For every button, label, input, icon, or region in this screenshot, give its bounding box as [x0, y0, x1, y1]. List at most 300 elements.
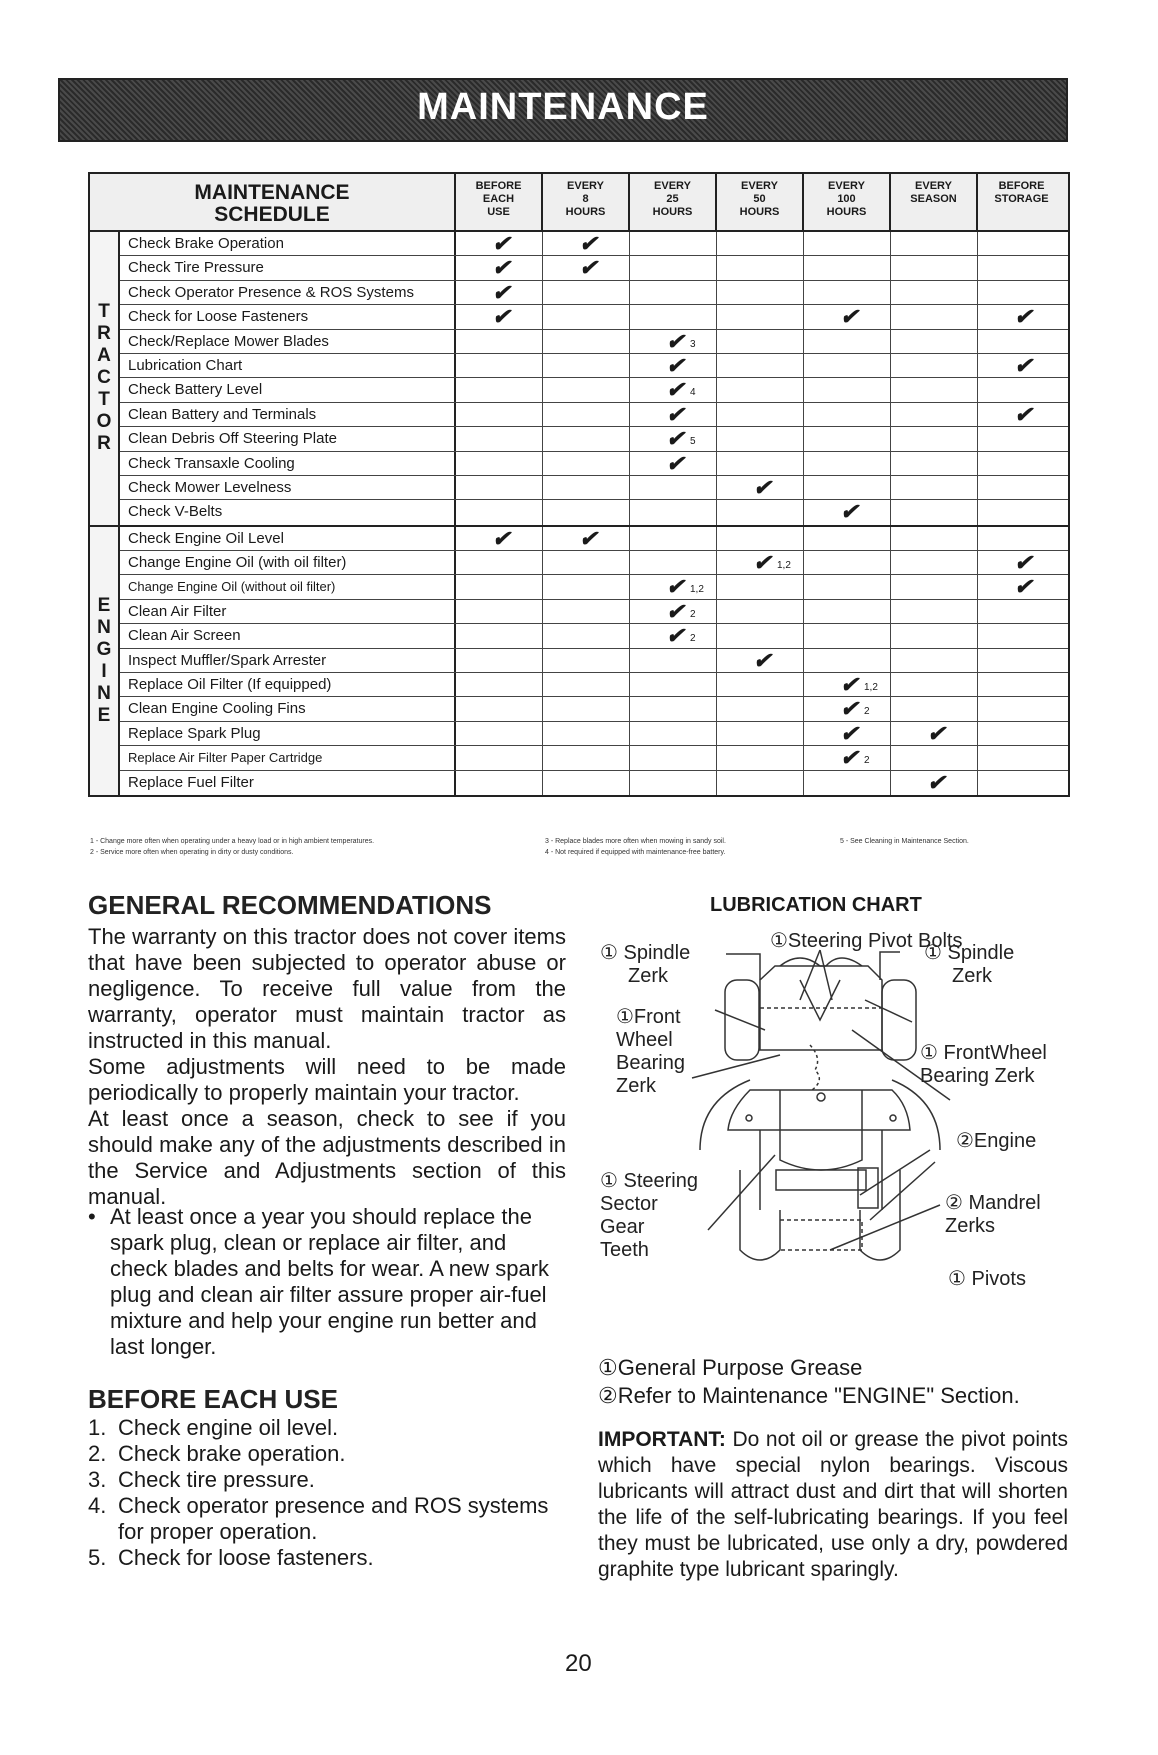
schedule-cell [978, 527, 1065, 550]
schedule-cell [717, 256, 804, 279]
check-mark-icon: ✔ [1014, 550, 1033, 576]
schedule-cell [978, 673, 1065, 696]
schedule-cell [630, 281, 717, 304]
group-letter: N [97, 682, 111, 704]
column-header-line: EACH [482, 193, 515, 205]
schedule-cell [804, 500, 891, 524]
schedule-cell [804, 378, 891, 401]
schedule-row [120, 305, 1068, 329]
schedule-cell [717, 649, 804, 672]
schedule-title [90, 174, 456, 230]
schedule-cell [456, 403, 543, 426]
group-letter: T [98, 389, 110, 411]
schedule-cell [891, 354, 978, 377]
schedule-cell [804, 305, 891, 328]
schedule-cell [630, 476, 717, 499]
label-pivots: ① Pivots [948, 1268, 1026, 1290]
check-mark-icon: ✔ [492, 255, 511, 281]
schedule-cell [456, 649, 543, 672]
footnote-1: 1 - Change more often when operating under a heavy load or in high ambient temperatures. [90, 838, 375, 845]
schedule-cell [978, 256, 1065, 279]
schedule-cell [456, 354, 543, 377]
schedule-cell [978, 281, 1065, 304]
schedule-cell [891, 305, 978, 328]
schedule-cell [543, 575, 630, 598]
check-mark-icon: ✔ [666, 377, 685, 403]
list-item-text: Check engine oil level. [118, 1415, 339, 1440]
schedule-cell [717, 600, 804, 623]
schedule-cell [456, 527, 543, 550]
schedule-cell [630, 771, 717, 795]
schedule-row [120, 354, 1068, 378]
schedule-cell [717, 378, 804, 401]
important-text: Do not oil or grease the pivot points which have special nylon bearings. Viscous lubricants will attract dust and dirt that will shorten the life of the self-lubricating bearings. If you feel they must be lubricated, use only a dry, powdered graphite type lubricant sparingly. [598, 1428, 1068, 1581]
schedule-cell [891, 232, 978, 255]
schedule-cell [804, 722, 891, 745]
footnote-5: 5 - See Cleaning in Maintenance Section. [840, 838, 969, 845]
footnote-2: 2 - Service more often when operating in dirty or dusty conditions. [90, 849, 294, 856]
schedule-cell [717, 305, 804, 328]
task-label: Clean Air Filter [120, 600, 456, 623]
schedule-cell [891, 551, 978, 574]
important-label: IMPORTANT: [598, 1428, 726, 1451]
column-header-line: BEFORE [998, 180, 1045, 192]
engine-group-label [90, 527, 120, 795]
general-paragraph-3: At least once a season, check to see if you should make any of the adjustments described in the Service and Adjustments section of this manual. [88, 1106, 566, 1209]
schedule-row [120, 771, 1068, 795]
label-front-wheel-bearing-right: ① FrontWheel Bearing Zerk [920, 1042, 1047, 1087]
schedule-cell [804, 771, 891, 795]
column-header-line: STORAGE [994, 193, 1049, 205]
schedule-cell [456, 575, 543, 598]
label-front-wheel-bearing-left: ①Front Wheel Bearing Zerk [616, 1006, 685, 1097]
page-title: MAINTENANCE [417, 86, 709, 128]
check-footnote-ref: 2 [690, 633, 696, 645]
schedule-cell [456, 697, 543, 720]
column-header-line: HOURS [739, 206, 780, 218]
schedule-cell [978, 305, 1065, 328]
schedule-cell [630, 527, 717, 550]
schedule-cell [717, 232, 804, 255]
schedule-cell [891, 600, 978, 623]
check-footnote-ref: 2 [690, 608, 696, 620]
task-label: Clean Debris Off Steering Plate [120, 427, 456, 450]
check-mark-icon: ✔ [840, 499, 859, 525]
task-label: Check Engine Oil Level [120, 527, 456, 550]
schedule-cell [630, 624, 717, 647]
schedule-cell [891, 649, 978, 672]
schedule-cell [978, 500, 1065, 524]
schedule-cell [543, 500, 630, 524]
check-mark-icon: ✔ [753, 647, 772, 673]
schedule-cell [717, 281, 804, 304]
schedule-cell [804, 746, 891, 769]
schedule-cell [978, 476, 1065, 499]
footnote-4: 4 - Not required if equipped with maintenance-free battery. [545, 849, 726, 856]
schedule-column-header [543, 174, 630, 230]
check-mark-icon: ✔ [753, 474, 772, 500]
group-letter: I [101, 660, 107, 682]
check-mark-icon: ✔ [492, 304, 511, 330]
schedule-cell [630, 649, 717, 672]
schedule-cell [804, 697, 891, 720]
schedule-cell [456, 722, 543, 745]
check-mark-icon: ✔ [927, 720, 946, 746]
schedule-cell [543, 722, 630, 745]
bullet-marker: • [88, 1204, 96, 1229]
list-item-number: 4. [88, 1493, 107, 1518]
task-label: Check Transaxle Cooling [120, 452, 456, 475]
schedule-cell [456, 476, 543, 499]
group-letter: A [97, 345, 111, 367]
schedule-cell [804, 256, 891, 279]
schedule-cell [543, 452, 630, 475]
tractor-group-label [90, 232, 120, 525]
legend-general-purpose-grease: ①General Purpose Grease [598, 1355, 863, 1380]
list-item [88, 1415, 558, 1441]
check-mark-icon: ✔ [666, 328, 685, 354]
schedule-cell [543, 697, 630, 720]
check-mark-icon: ✔ [492, 279, 511, 305]
task-label: Replace Spark Plug [120, 722, 456, 745]
task-label: Change Engine Oil (without oil filter) [120, 575, 456, 598]
before-each-use-heading: BEFORE EACH USE [88, 1384, 338, 1414]
schedule-cell [978, 232, 1065, 255]
check-mark-icon: ✔ [927, 769, 946, 795]
schedule-row [120, 452, 1068, 476]
check-mark-icon: ✔ [1014, 401, 1033, 427]
check-mark-icon: ✔ [579, 255, 598, 281]
schedule-cell [891, 697, 978, 720]
schedule-cell [804, 281, 891, 304]
maintenance-schedule-table [88, 172, 1070, 797]
schedule-cell [891, 476, 978, 499]
check-mark-icon: ✔ [492, 231, 511, 256]
schedule-cell [978, 771, 1065, 795]
task-label: Check Battery Level [120, 378, 456, 401]
before-each-use-list [88, 1415, 558, 1571]
schedule-cell [717, 697, 804, 720]
schedule-row [120, 527, 1068, 551]
schedule-cell [630, 600, 717, 623]
schedule-column-header [978, 174, 1065, 230]
schedule-cell [456, 281, 543, 304]
schedule-cell [456, 551, 543, 574]
group-letter: G [96, 638, 112, 660]
column-header-line: HOURS [652, 206, 693, 218]
schedule-column-header [804, 174, 891, 230]
schedule-cell [978, 746, 1065, 769]
schedule-cell [804, 354, 891, 377]
schedule-title-line1: MAINTENANCE [194, 181, 350, 204]
schedule-cell [456, 256, 543, 279]
schedule-row [120, 330, 1068, 354]
label-spindle-right [924, 942, 1014, 988]
schedule-row [120, 281, 1068, 305]
task-label: Replace Air Filter Paper Cartridge [120, 746, 456, 769]
list-item [88, 1441, 558, 1467]
check-mark-icon: ✔ [840, 304, 859, 330]
schedule-cell [456, 771, 543, 795]
schedule-cell [804, 600, 891, 623]
check-footnote-ref: 5 [690, 436, 696, 448]
schedule-cell [630, 722, 717, 745]
schedule-cell [543, 649, 630, 672]
label-spindle-right-2: Zerk [952, 965, 992, 987]
label-mandrel-zerks: ② Mandrel Zerks [945, 1192, 1041, 1237]
schedule-cell [717, 476, 804, 499]
schedule-cell [543, 527, 630, 550]
schedule-cell [543, 330, 630, 353]
general-bullet-text: At least once a year you should replace the spark plug, clean or replace air filter, and check blades and belts for wear. A new spark plug and clean air filter assure proper air-fuel mixture and help your engine run better and last longer. [110, 1204, 550, 1359]
schedule-row [120, 551, 1068, 575]
schedule-row [120, 575, 1068, 599]
schedule-cell [630, 673, 717, 696]
schedule-cell [891, 403, 978, 426]
schedule-cell [978, 649, 1065, 672]
check-footnote-ref: 4 [690, 387, 696, 399]
column-header-line: BEFORE [475, 180, 522, 192]
check-footnote-ref: 1,2 [777, 560, 791, 572]
schedule-column-header [456, 174, 543, 230]
schedule-column-header [891, 174, 978, 230]
general-paragraph-2: Some adjustments will need to be made periodically to properly maintain your tractor. [88, 1054, 566, 1105]
schedule-cell [891, 575, 978, 598]
schedule-cell [717, 500, 804, 524]
schedule-cell [978, 722, 1065, 745]
maintenance-banner [58, 78, 1068, 142]
schedule-cell [717, 624, 804, 647]
check-mark-icon: ✔ [666, 574, 685, 600]
schedule-cell [630, 697, 717, 720]
check-footnote-ref: 2 [864, 706, 870, 718]
schedule-row [120, 427, 1068, 451]
schedule-cell [630, 551, 717, 574]
schedule-row [120, 232, 1068, 256]
schedule-cell [804, 452, 891, 475]
label-spindle-right-1: ① Spindle [924, 942, 1015, 964]
schedule-cell [891, 527, 978, 550]
group-letter: C [97, 367, 111, 389]
check-mark-icon: ✔ [840, 672, 859, 698]
schedule-cell [630, 452, 717, 475]
task-label: Lubrication Chart [120, 354, 456, 377]
footnotes-right [840, 836, 969, 847]
schedule-cell [804, 673, 891, 696]
check-mark-icon: ✔ [1014, 352, 1033, 378]
schedule-cell [717, 403, 804, 426]
column-header-line: 8 [582, 193, 589, 205]
check-mark-icon: ✔ [666, 450, 685, 476]
schedule-row [120, 500, 1068, 524]
label-spindle-left [600, 942, 690, 988]
schedule-cell [978, 624, 1065, 647]
schedule-cell [804, 649, 891, 672]
schedule-cell [978, 575, 1065, 598]
schedule-row [120, 600, 1068, 624]
general-bullet [88, 1204, 558, 1360]
schedule-cell [717, 722, 804, 745]
schedule-cell [456, 746, 543, 769]
schedule-cell [717, 330, 804, 353]
schedule-cell [630, 427, 717, 450]
label-spindle-left-1: ① Spindle [600, 942, 691, 964]
schedule-cell [891, 281, 978, 304]
schedule-cell [717, 452, 804, 475]
check-footnote-ref: 2 [864, 755, 870, 767]
check-mark-icon: ✔ [666, 623, 685, 649]
column-header-line: 50 [753, 193, 766, 205]
lubrication-chart-title: LUBRICATION CHART [710, 894, 922, 916]
task-label: Replace Fuel Filter [120, 771, 456, 795]
schedule-cell [891, 427, 978, 450]
schedule-cell [543, 281, 630, 304]
group-letter: E [97, 594, 111, 616]
schedule-cell [456, 673, 543, 696]
schedule-column-header [630, 174, 717, 230]
engine-group [90, 527, 1068, 795]
label-spindle-left-2: Zerk [628, 965, 668, 987]
check-mark-icon: ✔ [840, 696, 859, 722]
schedule-cell [978, 452, 1065, 475]
group-letter: E [97, 704, 111, 726]
schedule-cell [891, 330, 978, 353]
list-item [88, 1467, 558, 1493]
schedule-cell [630, 305, 717, 328]
schedule-cell [543, 403, 630, 426]
schedule-cell [543, 771, 630, 795]
schedule-cell [456, 330, 543, 353]
check-footnote-ref: 1,2 [690, 584, 704, 596]
schedule-cell [543, 256, 630, 279]
schedule-row [120, 256, 1068, 280]
group-letter: O [96, 411, 112, 433]
column-header-line: USE [487, 206, 510, 218]
check-mark-icon: ✔ [666, 598, 685, 624]
check-mark-icon: ✔ [579, 231, 598, 256]
schedule-cell [456, 232, 543, 255]
schedule-cell [804, 551, 891, 574]
task-label: Change Engine Oil (with oil filter) [120, 551, 456, 574]
schedule-header [90, 174, 1068, 232]
schedule-row [120, 476, 1068, 500]
legend-refer-to-engine: ②Refer to Maintenance "ENGINE" Section. [598, 1383, 1020, 1408]
schedule-cell [891, 746, 978, 769]
label-steering-sector-gear-teeth: ① Steering Sector Gear Teeth [600, 1170, 698, 1261]
schedule-cell [543, 378, 630, 401]
general-recommendations-text [88, 924, 566, 1210]
general-recommendations-heading: GENERAL RECOMMENDATIONS [88, 890, 492, 920]
check-footnote-ref: 3 [690, 338, 696, 350]
important-note [598, 1427, 1068, 1583]
footnotes-middle [545, 836, 726, 858]
task-label: Clean Battery and Terminals [120, 403, 456, 426]
group-letter: N [97, 616, 111, 638]
schedule-cell [630, 256, 717, 279]
schedule-cell [630, 575, 717, 598]
schedule-row [120, 722, 1068, 746]
task-label: Check Operator Presence & ROS Systems [120, 281, 456, 304]
schedule-cell [543, 600, 630, 623]
check-mark-icon: ✔ [840, 745, 859, 771]
schedule-cell [717, 527, 804, 550]
column-header-line: HOURS [565, 206, 606, 218]
schedule-cell [543, 427, 630, 450]
check-mark-icon: ✔ [666, 352, 685, 378]
schedule-row [120, 378, 1068, 402]
list-item-number: 2. [88, 1441, 107, 1466]
label-steering-pivot-bolts: ①Steering Pivot Bolts [770, 930, 963, 952]
schedule-column-header [717, 174, 804, 230]
schedule-cell [978, 551, 1065, 574]
group-letter: R [97, 323, 111, 345]
check-mark-icon: ✔ [840, 720, 859, 746]
column-header-line: HOURS [826, 206, 867, 218]
task-label: Inspect Muffler/Spark Arrester [120, 649, 456, 672]
schedule-cell [804, 476, 891, 499]
schedule-row [120, 746, 1068, 770]
check-mark-icon: ✔ [1014, 304, 1033, 330]
schedule-cell [543, 305, 630, 328]
schedule-cell [543, 551, 630, 574]
list-item-number: 1. [88, 1415, 107, 1440]
lubrication-diagram [600, 930, 1070, 1300]
task-label: Check V-Belts [120, 500, 456, 524]
schedule-title-line2: SCHEDULE [214, 203, 330, 226]
check-footnote-ref: 1,2 [864, 682, 878, 694]
schedule-cell [456, 500, 543, 524]
schedule-cell [543, 354, 630, 377]
schedule-cell [978, 354, 1065, 377]
schedule-cell [978, 427, 1065, 450]
schedule-cell [456, 378, 543, 401]
column-header-line: EVERY [915, 180, 952, 192]
schedule-cell [630, 354, 717, 377]
label-engine: ②Engine [956, 1130, 1037, 1152]
list-item [88, 1545, 558, 1571]
column-header-line: EVERY [654, 180, 691, 192]
schedule-row [120, 649, 1068, 673]
schedule-cell [978, 697, 1065, 720]
list-item-text: Check operator presence and ROS systems for proper operation. [118, 1493, 549, 1544]
task-label: Clean Air Screen [120, 624, 456, 647]
schedule-cell [978, 403, 1065, 426]
tractor-group [90, 232, 1068, 527]
schedule-cell [630, 330, 717, 353]
schedule-cell [717, 354, 804, 377]
column-header-line: 25 [666, 193, 679, 205]
task-label: Check Brake Operation [120, 232, 456, 255]
schedule-cell [717, 575, 804, 598]
schedule-cell [456, 452, 543, 475]
schedule-cell [891, 500, 978, 524]
task-label: Check for Loose Fasteners [120, 305, 456, 328]
list-item-number: 3. [88, 1467, 107, 1492]
schedule-row [120, 697, 1068, 721]
list-item-text: Check for loose fasteners. [118, 1545, 374, 1570]
schedule-cell [456, 427, 543, 450]
schedule-cell [891, 722, 978, 745]
check-mark-icon: ✔ [1014, 574, 1033, 600]
check-mark-icon: ✔ [579, 525, 598, 551]
schedule-cell [456, 305, 543, 328]
schedule-cell [978, 378, 1065, 401]
schedule-cell [630, 378, 717, 401]
list-item [88, 1493, 558, 1545]
general-paragraph-1: The warranty on this tractor does not cover items that have been subjected to operator abuse or negligence. To receive full value from the warranty, operator must maintain tractor as instructed in this manual. [88, 924, 566, 1053]
schedule-cell [543, 232, 630, 255]
footnotes-left [90, 836, 374, 858]
